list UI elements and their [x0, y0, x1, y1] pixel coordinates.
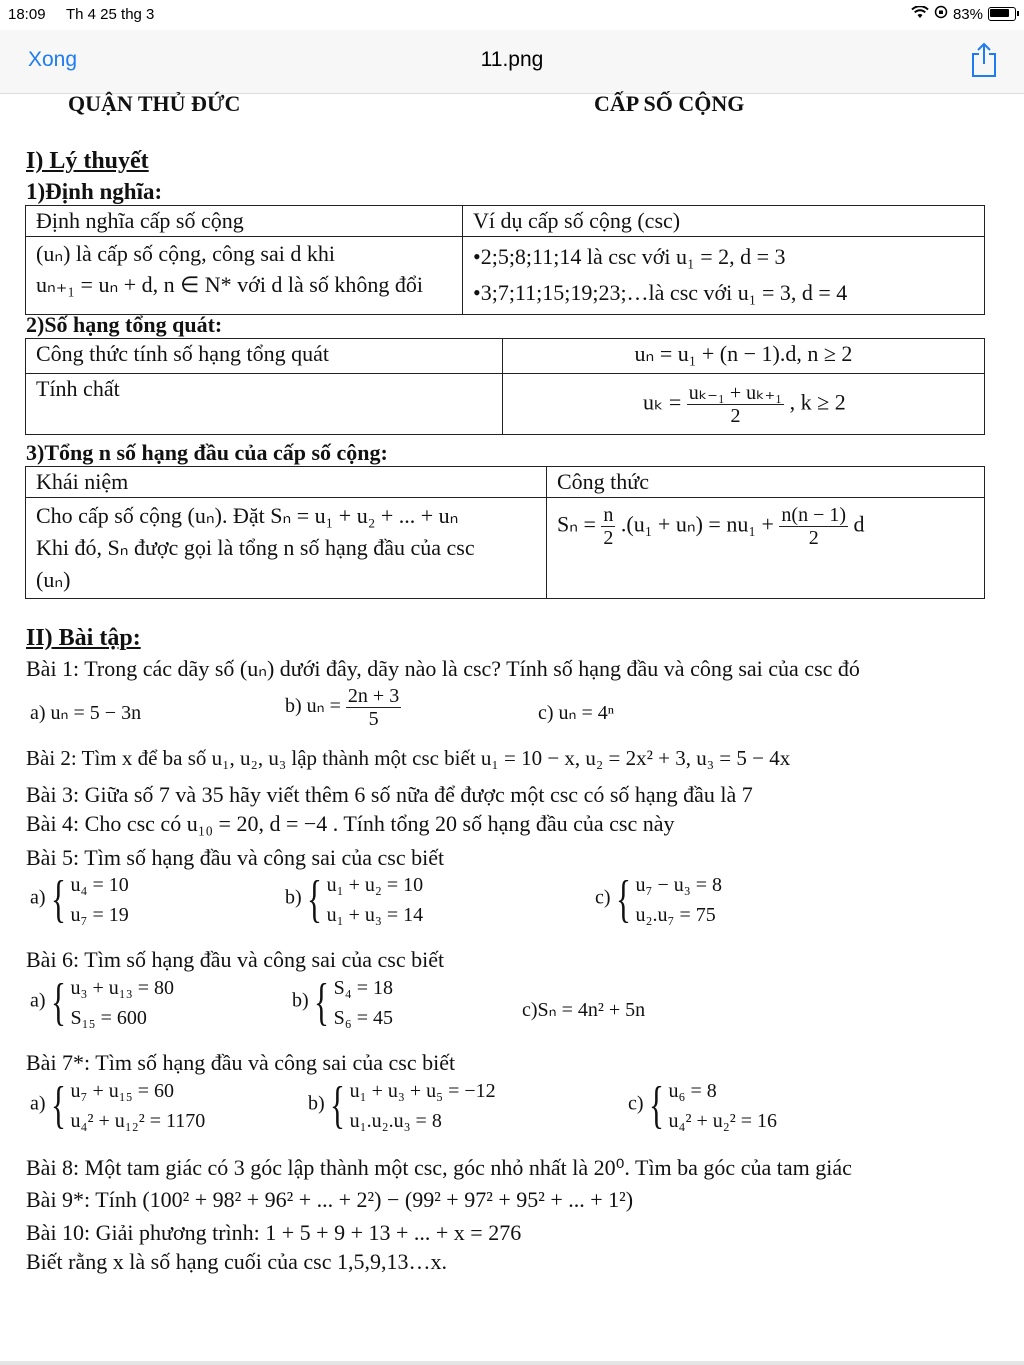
- exercise-2: Bài 2: Tìm x để ba số u₁, u₂, u₃ lập thành một csc biết u₁ = 10 − x, u₂ = 2x² + 3, u₃ = 5 − 4x: [26, 746, 791, 770]
- table-cell: [463, 237, 985, 315]
- table-header: Khái niệm: [26, 467, 547, 498]
- equation: u₄² + u₂² = 16: [668, 1110, 778, 1132]
- exercise-1c: c) uₙ = 4ⁿ: [538, 702, 615, 724]
- exercise-10: Bài 10: Giải phương trình: 1 + 5 + 9 + 13 + ... + x = 276: [26, 1220, 522, 1245]
- numerator: n: [603, 504, 614, 526]
- wifi-icon: [911, 6, 929, 23]
- brace: {: [648, 1076, 664, 1134]
- brace: {: [50, 1076, 66, 1134]
- item-label: a): [30, 989, 46, 1012]
- formula-part: Sₙ =: [557, 511, 596, 537]
- numerator: 2n + 3: [347, 685, 400, 707]
- denominator: 2: [730, 404, 741, 427]
- item-label: a): [30, 886, 46, 909]
- cell-line: (uₙ): [36, 566, 71, 592]
- cell-line: uₙ₊₁ = uₙ + d, n ∈ N* với d là số không đổi: [36, 271, 423, 297]
- item-label: b): [308, 1092, 325, 1115]
- fraction: [346, 685, 401, 730]
- done-button[interactable]: Xong: [28, 48, 78, 71]
- exercise-5c: [595, 870, 722, 930]
- status-right: [911, 5, 1016, 23]
- exercise-8: Bài 8: Một tam giác có 3 góc lập thành một csc, góc nhỏ nhất là 20⁰. Tìm ba góc của tam giác: [26, 1155, 852, 1180]
- formula-part: , k ≥ 2: [789, 389, 846, 415]
- brace: {: [615, 870, 631, 928]
- equation: u₁.u₂.u₃ = 8: [349, 1110, 442, 1132]
- equation: u₃ + u₁₃ = 80: [70, 977, 174, 999]
- definition-title: 1)Định nghĩa:: [26, 179, 163, 204]
- sum-table: [25, 466, 985, 599]
- equation: u₇ − u₃ = 8: [635, 874, 723, 896]
- item-label: b): [292, 989, 309, 1012]
- exercise-1b: [285, 685, 401, 730]
- brace: {: [306, 870, 322, 928]
- equation: u₄² + u₁₂² = 1170: [70, 1110, 206, 1132]
- exercise-7c: [628, 1076, 777, 1136]
- brace: {: [50, 973, 66, 1031]
- exercise-1: Bài 1: Trong các dãy số (uₙ) dưới đây, dãy nào là csc? Tính số hạng đầu và công sai của csc đó: [26, 656, 860, 681]
- numerator: n(n − 1): [781, 504, 847, 526]
- equation-system: [350, 1076, 496, 1136]
- table-header: Định nghĩa cấp số cộng: [26, 206, 463, 237]
- exercise-6b: [292, 973, 393, 1033]
- equation: u₇ + u₁₅ = 60: [70, 1080, 174, 1102]
- table-cell: [26, 498, 547, 599]
- exercise-7b: [308, 1076, 496, 1136]
- table-cell: uₙ = u₁ + (n − 1).d, n ≥ 2: [503, 339, 985, 374]
- nav-bar: [0, 30, 1024, 94]
- exercise-1a: a) uₙ = 5 − 3n: [30, 702, 142, 724]
- exercise-6c: c)Sₙ = 4n² + 5n: [522, 999, 646, 1021]
- item-label: c): [628, 1092, 644, 1115]
- denominator: 2: [603, 527, 614, 549]
- exercise-5b: [285, 870, 423, 930]
- equation: S₁₅ = 600: [70, 1007, 147, 1029]
- general-term-table: [25, 338, 985, 435]
- file-title: 11.png: [480, 48, 544, 71]
- table-cell: Công thức tính số hạng tổng quát: [26, 339, 503, 374]
- formula-part: uₖ =: [643, 389, 682, 415]
- exercise-5a: [30, 870, 129, 930]
- equation: S₄ = 18: [333, 977, 394, 999]
- status-time: 18:09: [8, 6, 46, 23]
- sum-title: 3)Tổng n số hạng đầu của cấp số cộng:: [26, 440, 388, 465]
- item-label: b): [285, 886, 302, 909]
- fraction: [779, 504, 848, 549]
- cell-line: •3;7;11;15;19;23;…là csc với u₁ = 3, d = 4: [473, 280, 848, 306]
- equation: u₆ = 8: [668, 1080, 717, 1102]
- denominator: 5: [368, 708, 379, 730]
- exercise-4: Bài 4: Cho csc có u₁₀ = 20, d = −4 . Tính tổng 20 số hạng đầu của csc này: [26, 811, 675, 836]
- equation-system: [669, 1076, 778, 1136]
- equation: S₆ = 45: [333, 1007, 394, 1029]
- status-bar: [0, 0, 1024, 30]
- cell-line: Khi đó, Sₙ được gọi là tổng n số hạng đầu của csc: [36, 534, 475, 560]
- table-cell: [503, 374, 985, 435]
- numerator: uₖ₋₁ + uₖ₊₁: [688, 381, 783, 404]
- cell-line: (uₙ) là cấp số cộng, công sai d khi: [36, 241, 335, 266]
- brace: {: [313, 973, 329, 1031]
- fraction: [687, 382, 784, 427]
- equation-system: [334, 973, 393, 1033]
- brace: {: [50, 870, 66, 928]
- equation: u₄ = 10: [70, 874, 129, 896]
- table-header: Ví dụ cấp số cộng (csc): [463, 206, 985, 237]
- exercise-7: Bài 7*: Tìm số hạng đầu và công sai của csc biết: [26, 1050, 456, 1075]
- battery-percent: 83%: [952, 5, 983, 23]
- brace: {: [329, 1076, 345, 1134]
- cell-line: •2;5;8;11;14 là csc với u₁ = 2, d = 3: [473, 244, 786, 269]
- status-date: Th 4 25 thg 3: [66, 6, 155, 23]
- header-right: CẤP SỐ CỘNG: [594, 91, 745, 116]
- table-cell: Tính chất: [26, 374, 503, 435]
- bottom-divider: [0, 1361, 1024, 1365]
- formula-part: .(u₁ + uₙ) = nu₁ +: [620, 511, 774, 537]
- formula-part: b) uₙ =: [285, 695, 341, 718]
- item-label: c): [595, 886, 611, 909]
- table-header: Công thức: [547, 467, 985, 498]
- equation-system: [636, 870, 723, 930]
- exercise-9: Bài 9*: Tính (100² + 98² + 96² + ... + 2²) − (99² + 97² + 95² + ... + 1²): [26, 1187, 634, 1212]
- general-term-title: 2)Số hạng tổng quát:: [26, 312, 223, 337]
- equation-system: [327, 870, 424, 930]
- battery-icon: [988, 7, 1016, 21]
- equation: u₁ + u₂ = 10: [326, 874, 424, 896]
- orientation-lock-icon: [934, 5, 948, 23]
- item-label: a): [30, 1092, 46, 1115]
- equation-system: [71, 1076, 206, 1136]
- exercise-6a: [30, 973, 174, 1033]
- definition-table: [25, 205, 985, 315]
- formula-part: d: [853, 511, 865, 537]
- equation: u₁ + u₃ = 14: [326, 904, 424, 926]
- denominator: 2: [808, 527, 819, 549]
- equation: u₇ = 19: [70, 904, 129, 926]
- exercise-5: Bài 5: Tìm số hạng đầu và công sai của csc biết: [26, 845, 445, 870]
- equation-system: [71, 973, 174, 1033]
- exercise-7a: [30, 1076, 205, 1136]
- cell-line: Cho cấp số cộng (uₙ). Đặt Sₙ = u₁ + u₂ + ... + uₙ: [36, 503, 459, 528]
- table-cell: [26, 237, 463, 315]
- exercise-3: Bài 3: Giữa số 7 và 35 hãy viết thêm 6 số nữa để được một csc có số hạng đầu là 7: [26, 782, 753, 807]
- fraction: [601, 504, 615, 549]
- section-theory-title: I) Lý thuyết: [26, 148, 149, 174]
- exercise-6: Bài 6: Tìm số hạng đầu và công sai của csc biết: [26, 947, 445, 972]
- equation-system: [71, 870, 129, 930]
- exercise-10-note: Biết rằng x là số hạng cuối của csc 1,5,9,13…x.: [26, 1249, 447, 1274]
- table-cell: [547, 498, 985, 599]
- equation: u₁ + u₃ + u₅ = −12: [349, 1080, 496, 1102]
- equation: u₂.u₇ = 75: [635, 904, 716, 926]
- section-exercises-title: II) Bài tập:: [26, 625, 141, 651]
- header-left: QUẬN THỦ ĐỨC: [68, 91, 241, 116]
- share-icon[interactable]: [970, 42, 998, 83]
